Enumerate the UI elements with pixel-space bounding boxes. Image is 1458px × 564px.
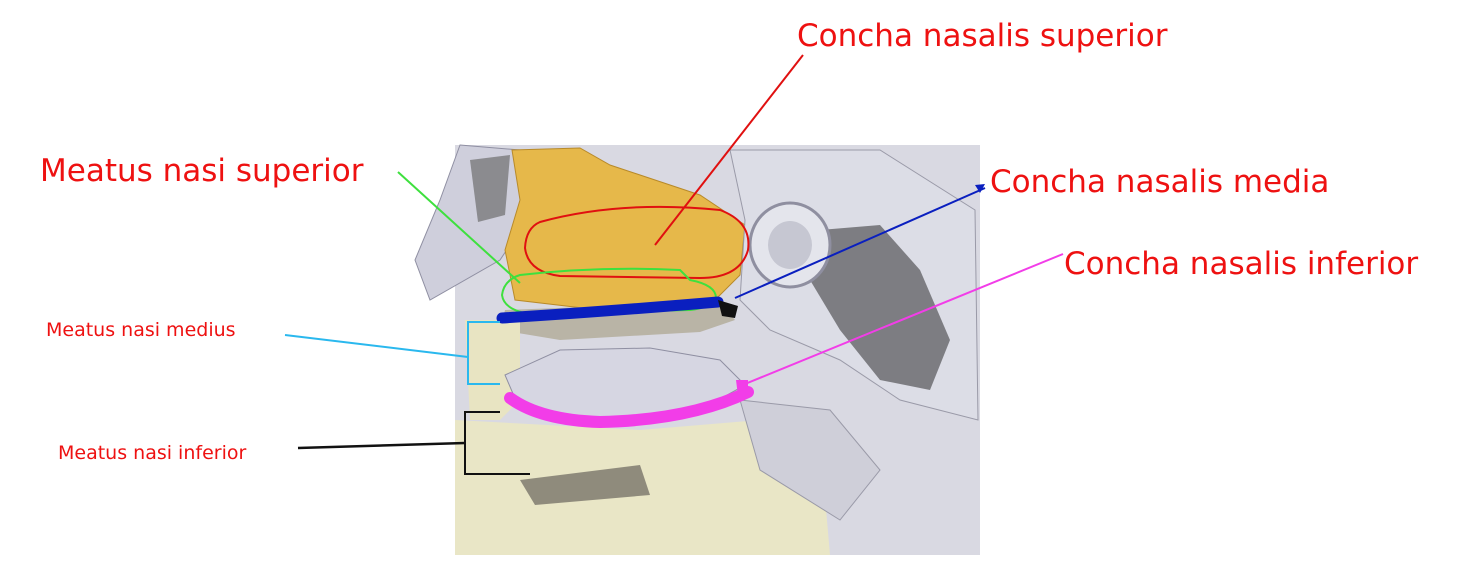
- leader-meatus-inferior: [298, 443, 465, 448]
- label-concha-inferior: Concha nasalis inferior: [1064, 246, 1419, 282]
- sinus-opening-inner: [768, 221, 812, 269]
- label-meatus-superior: Meatus nasi superior: [40, 153, 364, 189]
- label-meatus-medius: Meatus nasi medius: [46, 319, 236, 341]
- bone-artwork: [415, 145, 980, 555]
- label-meatus-inferior: Meatus nasi inferior: [58, 442, 247, 464]
- concha-inferior-tip: [736, 380, 748, 396]
- label-concha-media: Concha nasalis media: [990, 164, 1330, 200]
- leader-meatus-medius: [285, 335, 468, 357]
- label-concha-superior: Concha nasalis superior: [797, 18, 1168, 54]
